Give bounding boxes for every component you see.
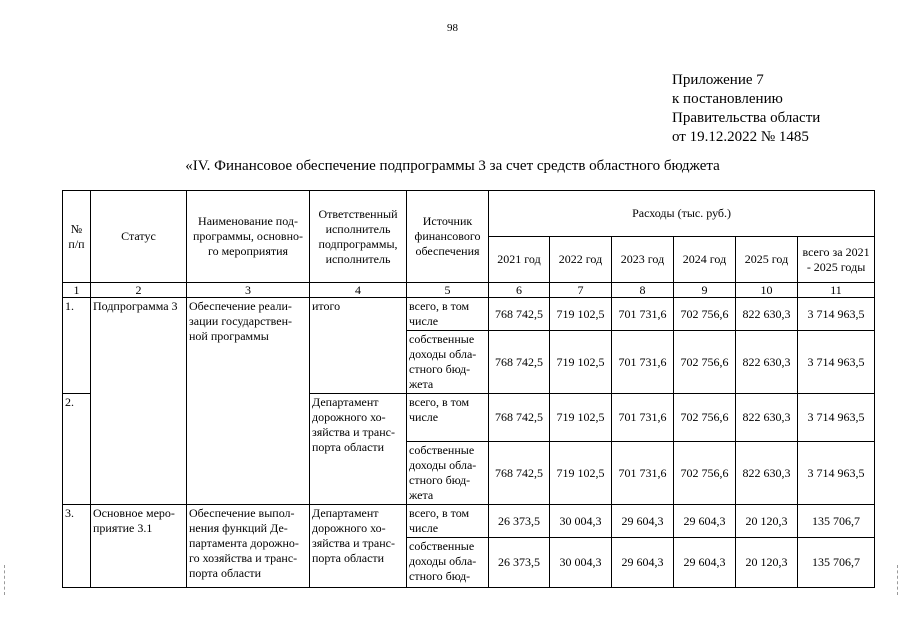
row-status: Подпрограмма 3 <box>91 298 187 505</box>
value-cell: 3 714 963,5 <box>798 298 875 331</box>
page-number: 98 <box>447 22 458 34</box>
value-cell: 719 102,5 <box>550 331 612 394</box>
value-cell: 702 756,6 <box>674 442 736 505</box>
row-source: собственные доходы обла-стного бюд-жета <box>407 331 489 394</box>
row-number: 1. <box>63 298 91 394</box>
value-cell: 26 373,5 <box>489 505 550 538</box>
value-cell: 701 731,6 <box>612 298 674 331</box>
appendix-note <box>672 71 820 147</box>
column-number: 8 <box>612 283 674 298</box>
header-source: Источник финансового обеспечения <box>407 191 489 283</box>
value-cell: 3 714 963,5 <box>798 331 875 394</box>
value-cell: 768 742,5 <box>489 331 550 394</box>
value-cell: 135 706,7 <box>798 538 875 588</box>
row-source: всего, в том числе <box>407 394 489 442</box>
table-row <box>63 505 875 538</box>
value-cell: 26 373,5 <box>489 538 550 588</box>
row-source: всего, в том числе <box>407 505 489 538</box>
row-source: собственные доходы обла-стного бюд- <box>407 538 489 588</box>
column-number: 11 <box>798 283 875 298</box>
row-executor: итого <box>310 298 407 394</box>
header-executor: Ответственный исполнитель подпрограммы, исполнитель <box>310 191 407 283</box>
header-row-1 <box>63 191 875 237</box>
column-number: 5 <box>407 283 489 298</box>
row-status: Основное меро-приятие 3.1 <box>91 505 187 588</box>
header-num: № п/п <box>63 191 91 283</box>
header-year-2024: 2024 год <box>674 237 736 283</box>
row-source: собственные доходы обла-стного бюд-жета <box>407 442 489 505</box>
value-cell: 701 731,6 <box>612 394 674 442</box>
value-cell: 29 604,3 <box>674 505 736 538</box>
column-number: 6 <box>489 283 550 298</box>
header-year-2021: 2021 год <box>489 237 550 283</box>
value-cell: 719 102,5 <box>550 442 612 505</box>
column-number: 4 <box>310 283 407 298</box>
appendix-line-4: от 19.12.2022 № 1485 <box>672 129 809 145</box>
value-cell: 30 004,3 <box>550 538 612 588</box>
value-cell: 30 004,3 <box>550 505 612 538</box>
value-cell: 701 731,6 <box>612 442 674 505</box>
column-number: 9 <box>674 283 736 298</box>
row-name: Обеспечение реали-зации государствен-ной программы <box>187 298 310 505</box>
value-cell: 822 630,3 <box>736 331 798 394</box>
value-cell: 768 742,5 <box>489 442 550 505</box>
value-cell: 29 604,3 <box>612 505 674 538</box>
value-cell: 3 714 963,5 <box>798 394 875 442</box>
value-cell: 822 630,3 <box>736 442 798 505</box>
header-year-2023: 2023 год <box>612 237 674 283</box>
appendix-line-3: Правительства области <box>672 110 821 126</box>
appendix-line-1: Приложение 7 <box>672 72 764 88</box>
document-title: «IV. Финансовое обеспечение подпрограммы 3 за счет средств областного бюджета <box>185 158 720 174</box>
value-cell: 20 120,3 <box>736 538 798 588</box>
column-number: 7 <box>550 283 612 298</box>
value-cell: 29 604,3 <box>612 538 674 588</box>
column-number: 2 <box>91 283 187 298</box>
header-total: всего за 2021 - 2025 годы <box>798 237 875 283</box>
value-cell: 822 630,3 <box>736 298 798 331</box>
value-cell: 701 731,6 <box>612 331 674 394</box>
value-cell: 702 756,6 <box>674 394 736 442</box>
value-cell: 29 604,3 <box>674 538 736 588</box>
left-edge-marks <box>4 565 7 595</box>
value-cell: 768 742,5 <box>489 298 550 331</box>
row-number: 2. <box>63 394 91 505</box>
value-cell: 20 120,3 <box>736 505 798 538</box>
row-name: Обеспечение выпол-нения функций Де-партамента дорожно-го хозяйства и транс-порта области <box>187 505 310 588</box>
header-name: Наименование под-программы, основно-го мероприятия <box>187 191 310 283</box>
header-year-2022: 2022 год <box>550 237 612 283</box>
column-number: 1 <box>63 283 91 298</box>
value-cell: 719 102,5 <box>550 298 612 331</box>
header-expenses: Расходы (тыс. руб.) <box>489 191 875 237</box>
appendix-line-2: к постановлению <box>672 91 783 107</box>
column-number-row <box>63 283 875 298</box>
value-cell: 702 756,6 <box>674 298 736 331</box>
value-cell: 702 756,6 <box>674 331 736 394</box>
row-executor: Департамент дорожного хо-зяйства и транс-порта области <box>310 505 407 588</box>
right-edge-marks <box>897 565 900 595</box>
table-row <box>63 298 875 331</box>
column-number: 10 <box>736 283 798 298</box>
row-number: 3. <box>63 505 91 588</box>
value-cell: 3 714 963,5 <box>798 442 875 505</box>
header-status: Статус <box>91 191 187 283</box>
value-cell: 768 742,5 <box>489 394 550 442</box>
header-year-2025: 2025 год <box>736 237 798 283</box>
value-cell: 822 630,3 <box>736 394 798 442</box>
row-source: всего, в том числе <box>407 298 489 331</box>
row-executor: Департамент дорожного хо-зяйства и транс-порта области <box>310 394 407 505</box>
value-cell: 719 102,5 <box>550 394 612 442</box>
value-cell: 135 706,7 <box>798 505 875 538</box>
finance-table <box>62 190 875 588</box>
column-number: 3 <box>187 283 310 298</box>
